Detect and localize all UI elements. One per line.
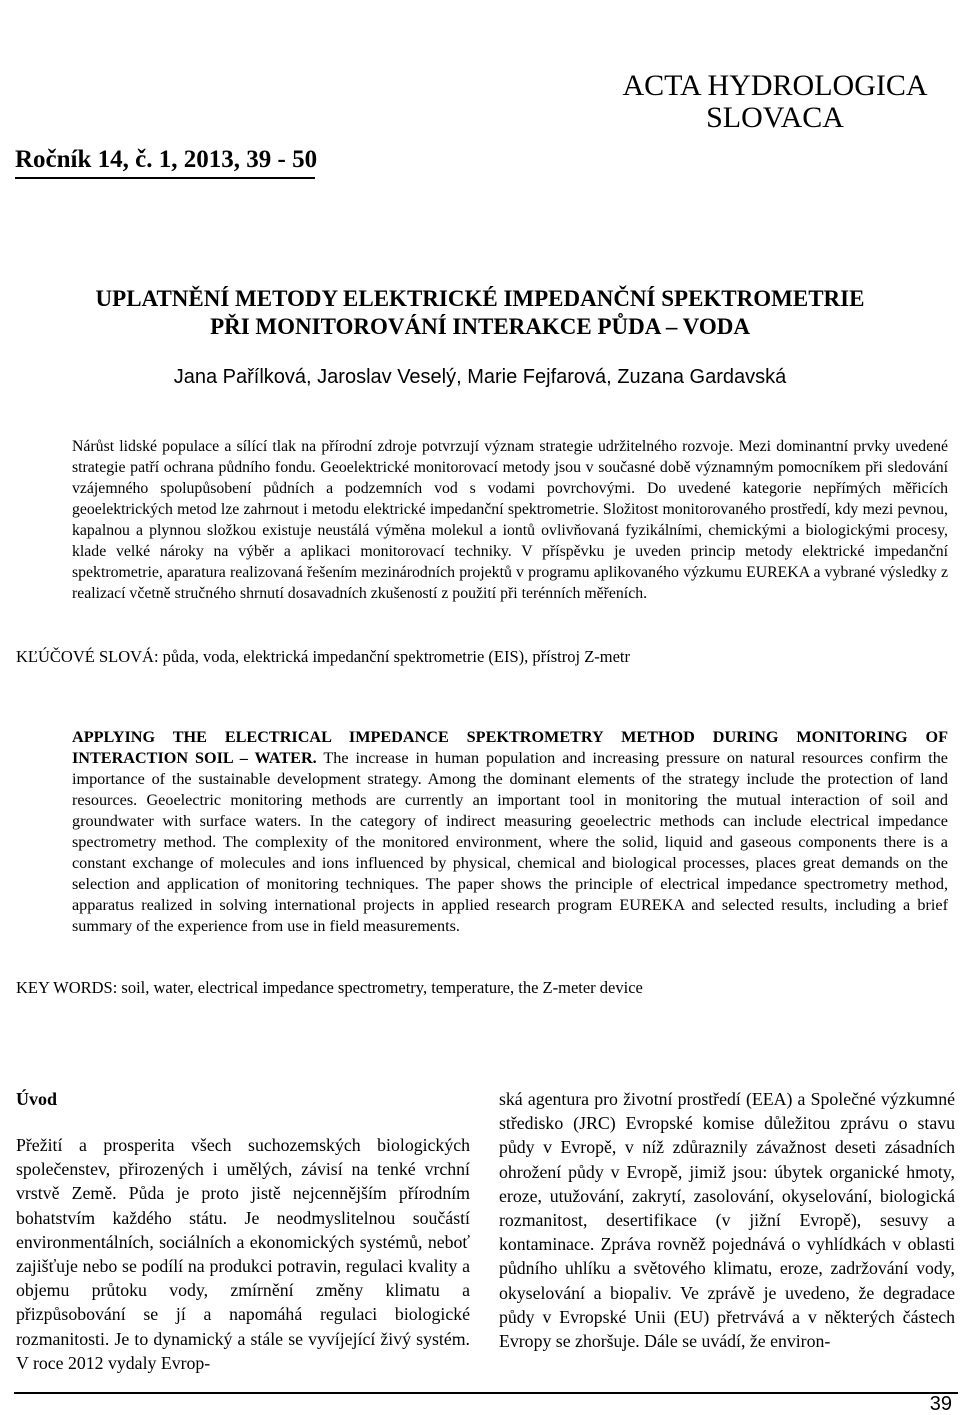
article-title — [20, 285, 940, 341]
article-title-line1: UPLATNĚNÍ METODY ELEKTRICKÉ IMPEDANČNÍ SPEKTROMETRIE — [95, 286, 865, 311]
article-authors: Jana Pařílková, Jaroslav Veselý, Marie Fejfarová, Zuzana Gardavská — [173, 366, 787, 388]
abstract-english-body: The increase in human population and increasing pressure on natural resources confirm the importance of the sustainable development strategy. Among the dominant elements of the strategy include the protection of land resources. Geoelectric monitoring methods are currently an important tool in monitoring the mutual interaction of soil and groundwater with surface waters. In the category of indirect measuring geoelectric methods can include electrical impedance spectrometry method. The complexity of the monitored environment, where the solid, liquid and gaseous components there is a constant exchange of molecules and ions influenced by physical, chemical and biological processes, places great demands on the selection and application of monitoring techniques. The paper shows the principle of electrical impedance spectrometry method, apparatus realized in solving international projects in applied research program EUREKA and selected results, including a brief summary of the experience from use in field measurements. — [72, 749, 948, 935]
article-title-line2: PŘI MONITOROVÁNÍ INTERAKCE PŮDA – VODA — [210, 314, 750, 339]
journal-name-line2: SLOVACA — [706, 101, 844, 134]
page-number: 39 — [929, 1393, 952, 1415]
footer-rule — [14, 1392, 958, 1394]
body-column-left — [16, 1087, 470, 1375]
abstract-english — [72, 727, 948, 937]
keywords-czech: KĽÚČOVÉ SLOVÁ: půda, voda, elektrická impedanční spektrometrie (EIS), přístroj Z-metr — [16, 647, 631, 666]
intro-paragraph-right: ská agentura pro životní prostředí (EEA) a Společné výzkumné středisko (JRC) Evropské komise důležitou zprávu o stavu půdy v Evropě, v níž zdůraznily závažnost deseti zásadních ohrožení půdy v Evropě, jimiž jsou: úbytek organické hmoty, eroze, utužování, zakrytí, zasolování, okyselování, biologická rozmanitost, desertifikace (v jižní Evropě), sesuvy a kontaminace. Zpráva rovněž pojednává o vyhlídkách v oblasti půdního uhlíku a světového klimatu, eroze, zadržování vody, okyselování a biopaliv. Ve zprávě je uvedeno, že degradace půdy v Evropské Unii (EU) přetrvává a v některých částech Evropy se zhoršuje. Dále se uvádí, že environ- — [499, 1089, 955, 1352]
header-rule — [15, 177, 315, 179]
abstract-english-title: APPLYING THE ELECTRICAL IMPEDANCE SPEKTROMETRY METHOD DURING MONITORING OF INTERACTION SOIL – WATER. — [72, 728, 948, 767]
issue-info: Ročník 14, č. 1, 2013, 39 - 50 — [15, 146, 318, 173]
journal-name — [590, 70, 960, 134]
intro-paragraph-left: Přežití a prosperita všech suchozemských biologických společenstev, přirozených i umělých, závisí na tenké vrchní vrstvě Země. Půda je proto jistě nejcennějším přírodním bohatstvím každého státu. Je neodmyslitelnou součástí environmentálních, sociálních a ekonomických systémů, neboť zajišťuje nebo se podílí na produkci potravin, regulaci kvality a objemu průtoku vody, zmírnění změny klimatu a přizpůsobování se jí a napomáhá regulaci biologické rozmanitosti. Je to dynamický a stále se vyvíjející živý systém. V roce 2012 vydaly Evrop- — [16, 1135, 470, 1373]
keywords-english: KEY WORDS: soil, water, electrical impedance spectrometry, temperature, the Z-meter device — [16, 978, 643, 997]
abstract-czech: Nárůst lidské populace a sílící tlak na přírodní zdroje potvrzují význam strategie udržitelného rozvoje. Mezi dominantní prvky uvedené strategie patří ochrana půdního fondu. Geoelektrické monitorovací metody jsou v současné době významným pomocníkem při sledování vzájemného spolupůsobení půdních a podzemních vod s vodami povrchovými. Do uvedené kategorie nepřímých měřicích geoelektrických metod lze zahrnout i metodu elektrické impedanční spektrometrie. Složitost monitorovaného prostředí, kdy mezi pevnou, kapalnou a plynnou složkou existuje neustálá výměna molekul a iontů ovlivňovaná fyzikálními, chemickými a biologickými procesy, klade velké nároky na výběr a aplikaci monitorovací techniky. V příspěvku je uveden princip metody elektrické impedanční spektrometrie, aparatura realizovaná řešením mezinárodních projektů v programu aplikovaného výzkumu EUREKA a vybrané výsledky z realizací včetně stručného shrnutí dosavadních zkušeností z použití při terénních měřeních. — [72, 438, 948, 602]
journal-name-line1: ACTA HYDROLOGICA — [622, 69, 928, 102]
body-column-right — [499, 1087, 955, 1353]
section-heading-intro: Úvod — [16, 1089, 58, 1109]
